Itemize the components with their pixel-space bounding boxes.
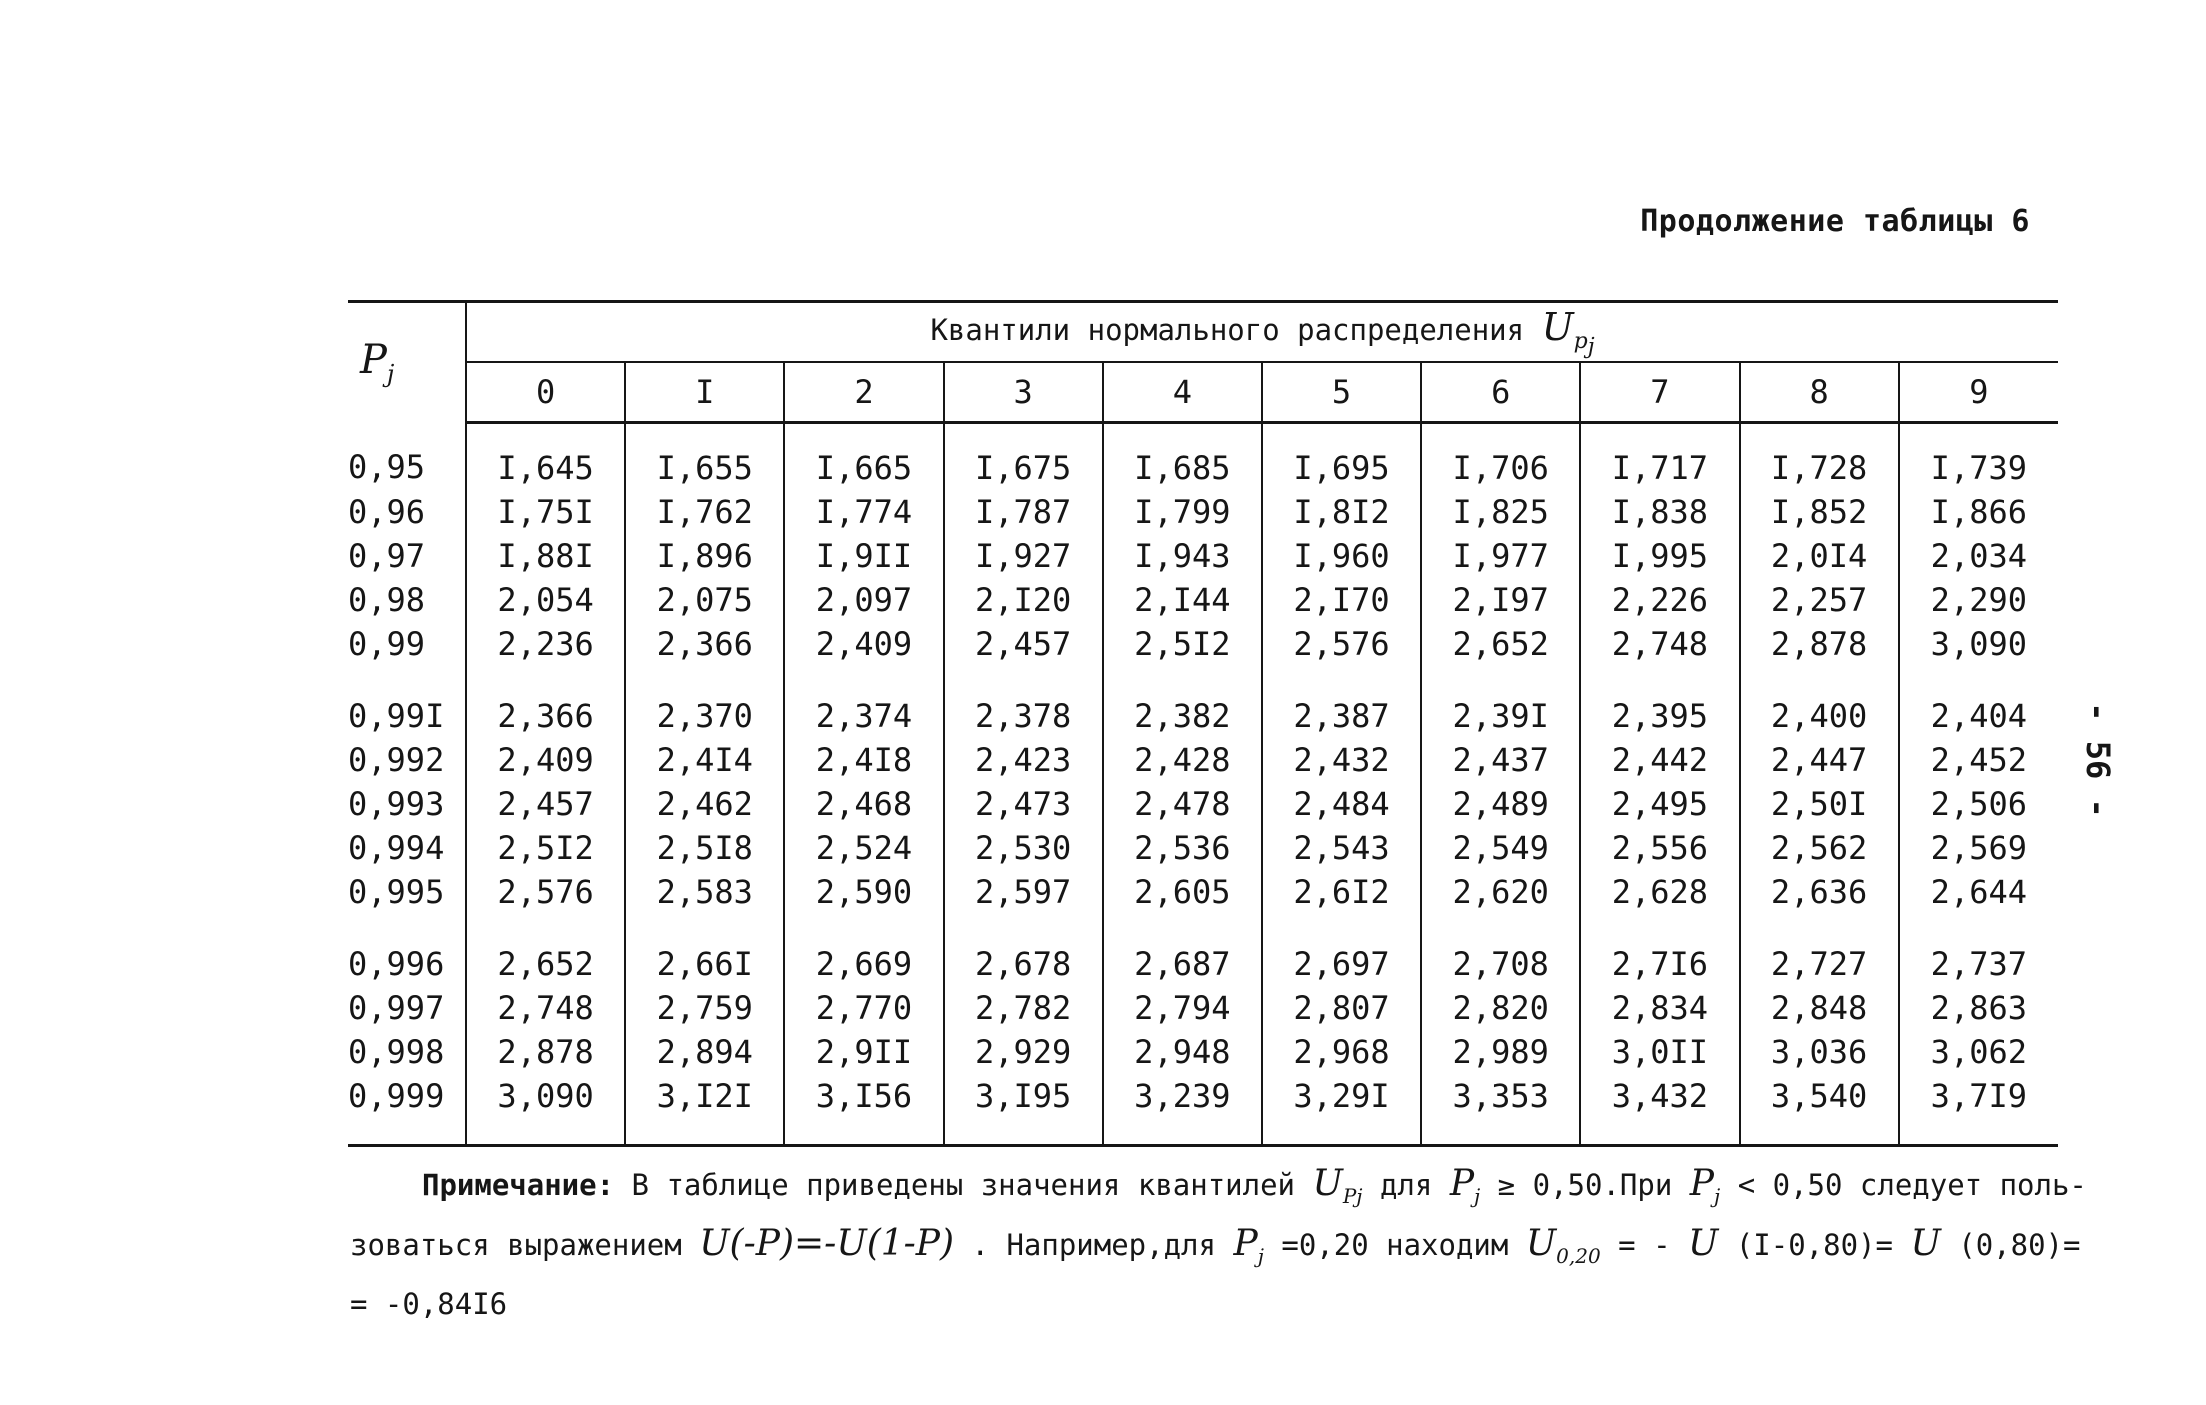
- quantile-cell: 2,50I: [1740, 782, 1899, 826]
- column-header-4: 4: [1103, 362, 1262, 423]
- note-text-7: =0,20 находим: [1281, 1228, 1509, 1263]
- quantile-cell: 2,583: [625, 870, 784, 914]
- quantile-cell: 2,669: [784, 914, 943, 986]
- quantile-cell: 2,400: [1740, 666, 1899, 738]
- quantile-cell: 2,605: [1103, 870, 1262, 914]
- table-row: [348, 622, 2058, 666]
- row-probability: 0,98: [348, 578, 466, 622]
- column-header-5: 5: [1262, 362, 1421, 423]
- table-row: [348, 1030, 2058, 1074]
- quantiles-group-title: Квантили нормального распределения: [930, 312, 1525, 347]
- row-probability: 0,994: [348, 826, 466, 870]
- quantile-cell: 2,794: [1103, 986, 1262, 1030]
- row-probability: 0,993: [348, 782, 466, 826]
- note-symbol-p-sub-2: j: [1714, 1184, 1721, 1209]
- quantile-cell: I,9II: [784, 534, 943, 578]
- quantile-cell: 2,727: [1740, 914, 1899, 986]
- pj-column-header: $P_j$: [348, 302, 466, 423]
- quantile-table-body: [348, 423, 2058, 1146]
- quantile-cell: 2,748: [1580, 622, 1739, 666]
- quantile-cell: 2,530: [944, 826, 1103, 870]
- row-probability: 0,995: [348, 870, 466, 914]
- column-header-8: 8: [1740, 362, 1899, 423]
- quantile-cell: 2,428: [1103, 738, 1262, 782]
- quantile-cell: 2,6I2: [1262, 870, 1421, 914]
- quantile-cell: I,739: [1930, 449, 2027, 487]
- quantile-cell: 2,820: [1421, 986, 1580, 1030]
- quantile-cell: I,728: [1740, 423, 1899, 491]
- row-probability: 0,996: [348, 914, 466, 986]
- note-text-5: зоваться выражением: [350, 1228, 682, 1263]
- quantile-cell: I,717: [1580, 423, 1739, 491]
- quantile-cell: 2,447: [1740, 738, 1899, 782]
- quantile-cell: I,896: [625, 534, 784, 578]
- row-probability: 0,998: [348, 1030, 466, 1074]
- quantile-cell: 2,226: [1580, 578, 1739, 622]
- quantile-cell: 2,536: [1103, 826, 1262, 870]
- row-probability: 0,999: [348, 1074, 466, 1146]
- quantile-cell: 2,848: [1740, 986, 1899, 1030]
- quantile-cell: 2,782: [944, 986, 1103, 1030]
- quantile-cell: 2,636: [1740, 870, 1899, 914]
- quantile-cell: 2,409: [466, 738, 625, 782]
- quantile-cell: I,943: [1103, 534, 1262, 578]
- table-row: [348, 870, 2058, 914]
- quantile-cell: I,685: [1103, 423, 1262, 491]
- quantile-cell: 2,620: [1421, 870, 1580, 914]
- table-row: [348, 666, 2058, 738]
- quantile-cell: 2,5I2: [1103, 622, 1262, 666]
- quantile-cell: 2,423: [944, 738, 1103, 782]
- quantile-cell: 3,239: [1103, 1074, 1262, 1146]
- quantile-cell: 2,462: [625, 782, 784, 826]
- note-symbol-p-3: P: [1233, 1223, 1258, 1265]
- quantile-cell: 2,652: [466, 914, 625, 986]
- note-line-1: [350, 1160, 2130, 1220]
- quantile-cell: I,838: [1580, 490, 1739, 534]
- row-probability: 0,99I: [348, 666, 466, 738]
- quantile-cell: 2,I44: [1103, 578, 1262, 622]
- quantile-cell: 2,374: [784, 666, 943, 738]
- quantile-cell: 3,29I: [1262, 1074, 1421, 1146]
- quantile-cell: 2,759: [625, 986, 784, 1030]
- quantile-cell: 3,0II: [1580, 1030, 1739, 1074]
- note-symbol-u-2: U: [1525, 1223, 1557, 1265]
- table-row: [348, 986, 2058, 1030]
- note-line-2: [350, 1220, 2130, 1280]
- column-header-9: 9: [1899, 362, 2058, 423]
- table-row: [348, 826, 2058, 870]
- quantiles-group-header: [466, 302, 2058, 363]
- quantile-cell: 3,090: [1930, 625, 2027, 663]
- quantile-cell: I,655: [625, 423, 784, 491]
- table-row: [348, 738, 2058, 782]
- note-symbol-u020: [1525, 1223, 1601, 1269]
- quantile-cell: 2,576: [466, 870, 625, 914]
- quantile-cell: 2,770: [784, 986, 943, 1030]
- quantile-cell: 2,687: [1103, 914, 1262, 986]
- quantile-cell: 3,I56: [784, 1074, 943, 1146]
- quantile-cell: 2,382: [1103, 666, 1262, 738]
- footnote: [350, 1160, 2130, 1328]
- quantile-cell: 2,4I8: [784, 738, 943, 782]
- quantile-cell: 2,948: [1103, 1030, 1262, 1074]
- note-symbol-up-sub: Pj: [1342, 1184, 1363, 1209]
- quantile-cell: 2,678: [944, 914, 1103, 986]
- quantile-cell: 3,090: [466, 1074, 625, 1146]
- quantile-cell: 2,562: [1740, 826, 1899, 870]
- table-row: [348, 534, 2058, 578]
- quantile-cell: I,706: [1421, 423, 1580, 491]
- quantile-cell: I,762: [625, 490, 784, 534]
- quantile-cell: I,645: [466, 423, 625, 491]
- quantile-cell: 2,478: [1103, 782, 1262, 826]
- quantile-cell: I,825: [1421, 490, 1580, 534]
- side-page-number: - 56 -: [2079, 702, 2117, 818]
- row-probability: 0,992: [348, 738, 466, 782]
- quantile-cell: 2,506: [1930, 785, 2027, 823]
- quantile-cell: 2,404: [1930, 697, 2027, 735]
- quantile-cell: 2,878: [1740, 622, 1899, 666]
- quantile-cell: 2,628: [1580, 870, 1739, 914]
- note-text-10: (0,80)=: [1958, 1228, 2081, 1263]
- quantile-cell: 2,878: [466, 1030, 625, 1074]
- quantile-cell: 2,395: [1580, 666, 1739, 738]
- quantile-cell: I,8I2: [1262, 490, 1421, 534]
- quantile-cell: 2,437: [1421, 738, 1580, 782]
- quantile-cell: 2,4I4: [625, 738, 784, 782]
- column-header-2: 2: [784, 362, 943, 423]
- quantile-cell: 2,597: [944, 870, 1103, 914]
- quantile-cell: 2,39I: [1421, 666, 1580, 738]
- quantile-cell: I,665: [784, 423, 943, 491]
- note-symbol-pj-2: [1689, 1163, 1721, 1209]
- quantile-cell: 2,366: [625, 622, 784, 666]
- quantile-cell: 3,432: [1580, 1074, 1739, 1146]
- quantile-cell: 2,489: [1421, 782, 1580, 826]
- quantile-cell: 2,590: [784, 870, 943, 914]
- table-row: [348, 578, 2058, 622]
- quantile-cell: 2,432: [1262, 738, 1421, 782]
- quantile-cell: I,787: [944, 490, 1103, 534]
- quantile-cell: 2,290: [1930, 581, 2027, 619]
- quantile-cell: I,695: [1262, 423, 1421, 491]
- note-text-8: = -: [1618, 1228, 1671, 1263]
- quantile-cell: 3,353: [1421, 1074, 1580, 1146]
- note-line-3: [350, 1280, 2130, 1328]
- row-probability: 0,99: [348, 622, 466, 666]
- quantile-cell: I,927: [944, 534, 1103, 578]
- quantile-cell: I,977: [1421, 534, 1580, 578]
- quantile-cell: 2,5I8: [625, 826, 784, 870]
- quantile-cell: 2,378: [944, 666, 1103, 738]
- quantile-cell: 2,0I4: [1740, 534, 1899, 578]
- note-expression: U(-P)=-U(1-P): [699, 1223, 955, 1265]
- quantile-cell: I,960: [1262, 534, 1421, 578]
- quantile-cell: I,995: [1580, 534, 1739, 578]
- note-symbol-p-2: P: [1689, 1163, 1715, 1204]
- quantile-cell: 2,484: [1262, 782, 1421, 826]
- quantile-cell: 2,442: [1580, 738, 1739, 782]
- quantile-cell: 2,I70: [1262, 578, 1421, 622]
- table-row: [348, 423, 2058, 491]
- side-page-number-wrap: [2068, 700, 2128, 820]
- quantile-cell: 2,834: [1580, 986, 1739, 1030]
- note-symbol-up: [1312, 1163, 1363, 1209]
- note-text-6: . Например,для: [971, 1228, 1216, 1263]
- quantile-cell: 2,9II: [784, 1030, 943, 1074]
- quantile-cell: 2,929: [944, 1030, 1103, 1074]
- quantile-cell: 2,409: [784, 622, 943, 666]
- quantile-cell: 3,I2I: [625, 1074, 784, 1146]
- quantile-cell: I,88I: [466, 534, 625, 578]
- column-header-row: [348, 362, 2058, 423]
- quantile-cell: 2,989: [1421, 1030, 1580, 1074]
- quantile-cell: 3,7I9: [1899, 1074, 2058, 1146]
- column-header-0: 0: [466, 362, 625, 423]
- quantile-cell: I,866: [1930, 493, 2027, 531]
- quantile-cell: 2,452: [1930, 741, 2027, 779]
- quantile-cell: 2,495: [1580, 782, 1739, 826]
- note-text-3: ≥ 0,50.При: [1497, 1168, 1673, 1202]
- quantile-cell: 2,652: [1421, 622, 1580, 666]
- quantile-cell: I,774: [784, 490, 943, 534]
- quantile-symbol: $U_{p_j}$: [1541, 304, 1595, 360]
- note-result: = -0,84I6: [350, 1287, 508, 1322]
- quantile-cell: 2,075: [625, 578, 784, 622]
- column-header-1: I: [625, 362, 784, 423]
- quantile-cell: 2,5I2: [466, 826, 625, 870]
- column-header-6: 6: [1421, 362, 1580, 423]
- column-header-7: 7: [1580, 362, 1739, 423]
- quantile-cell: 2,I20: [944, 578, 1103, 622]
- quantile-cell: 2,473: [944, 782, 1103, 826]
- note-symbol-u: U: [1312, 1163, 1343, 1204]
- table-row: [348, 1074, 2058, 1146]
- quantile-cell: 2,737: [1930, 945, 2027, 983]
- table-continuation-label: Продолжение таблицы 6: [1640, 204, 2030, 239]
- quantile-cell: 2,569: [1930, 829, 2027, 867]
- quantile-cell: 2,894: [625, 1030, 784, 1074]
- note-symbol-u020-sub: 0,20: [1556, 1244, 1601, 1269]
- row-probability: 0,95: [348, 423, 466, 491]
- quantile-cell: 2,556: [1580, 826, 1739, 870]
- quantile-cell: 2,524: [784, 826, 943, 870]
- quantile-cell: 2,549: [1421, 826, 1580, 870]
- quantile-cell: 2,66I: [625, 914, 784, 986]
- quantile-cell: 3,036: [1740, 1030, 1899, 1074]
- note-symbol-p-sub: j: [1474, 1184, 1481, 1209]
- quantile-cell: I,799: [1103, 490, 1262, 534]
- note-text-4: < 0,50 следует поль-: [1737, 1168, 2087, 1202]
- quantile-cell: 2,457: [944, 622, 1103, 666]
- quantile-cell: 2,748: [466, 986, 625, 1030]
- quantile-cell: 2,457: [466, 782, 625, 826]
- note-text-1: В таблице приведены значения квантилей: [631, 1168, 1295, 1202]
- note-text-2: для: [1379, 1168, 1433, 1202]
- table-row: [348, 490, 2058, 534]
- column-header-3: 3: [944, 362, 1103, 423]
- note-symbol-u-4: U: [1910, 1223, 1941, 1265]
- quantile-cell: 2,708: [1421, 914, 1580, 986]
- quantile-cell: 2,543: [1262, 826, 1421, 870]
- quantile-cell: I,852: [1740, 490, 1899, 534]
- quantile-cell: 2,968: [1262, 1030, 1421, 1074]
- quantile-cell: 2,7I6: [1580, 914, 1739, 986]
- quantile-cell: 2,644: [1930, 873, 2027, 911]
- quantile-cell: 2,034: [1930, 537, 2027, 575]
- quantile-cell: 2,I97: [1421, 578, 1580, 622]
- note-symbol-p-sub-3: j: [1257, 1244, 1264, 1269]
- quantile-cell: 3,540: [1740, 1074, 1899, 1146]
- quantile-cell: 2,697: [1262, 914, 1421, 986]
- row-probability: 0,997: [348, 986, 466, 1030]
- quantile-cell: 2,387: [1262, 666, 1421, 738]
- note-symbol-u-3: U: [1688, 1223, 1719, 1265]
- quantile-cell: I,675: [944, 423, 1103, 491]
- note-symbol-pj: [1449, 1163, 1481, 1209]
- quantile-cell: 2,370: [625, 666, 784, 738]
- quantile-cell: 2,576: [1262, 622, 1421, 666]
- quantile-cell: 2,366: [466, 666, 625, 738]
- quantile-cell: 2,236: [466, 622, 625, 666]
- row-probability: 0,97: [348, 534, 466, 578]
- note-symbol-pj-3: [1233, 1223, 1264, 1269]
- note-text-9: (I-0,80)=: [1735, 1228, 1893, 1263]
- quantile-table: [348, 300, 2058, 1147]
- note-symbol-p: P: [1449, 1163, 1475, 1204]
- quantile-cell: 2,257: [1740, 578, 1899, 622]
- quantile-cell: 2,097: [784, 578, 943, 622]
- quantile-cell: 3,062: [1930, 1033, 2027, 1071]
- quantile-cell: 2,807: [1262, 986, 1421, 1030]
- note-label: Примечание:: [422, 1168, 615, 1202]
- quantile-cell: 2,863: [1930, 989, 2027, 1027]
- quantile-cell: I,75I: [466, 490, 625, 534]
- quantile-cell: 2,468: [784, 782, 943, 826]
- quantile-cell: 3,I95: [944, 1074, 1103, 1146]
- table-row: [348, 914, 2058, 986]
- table-row: [348, 782, 2058, 826]
- quantile-cell: 2,054: [466, 578, 625, 622]
- row-probability: 0,96: [348, 490, 466, 534]
